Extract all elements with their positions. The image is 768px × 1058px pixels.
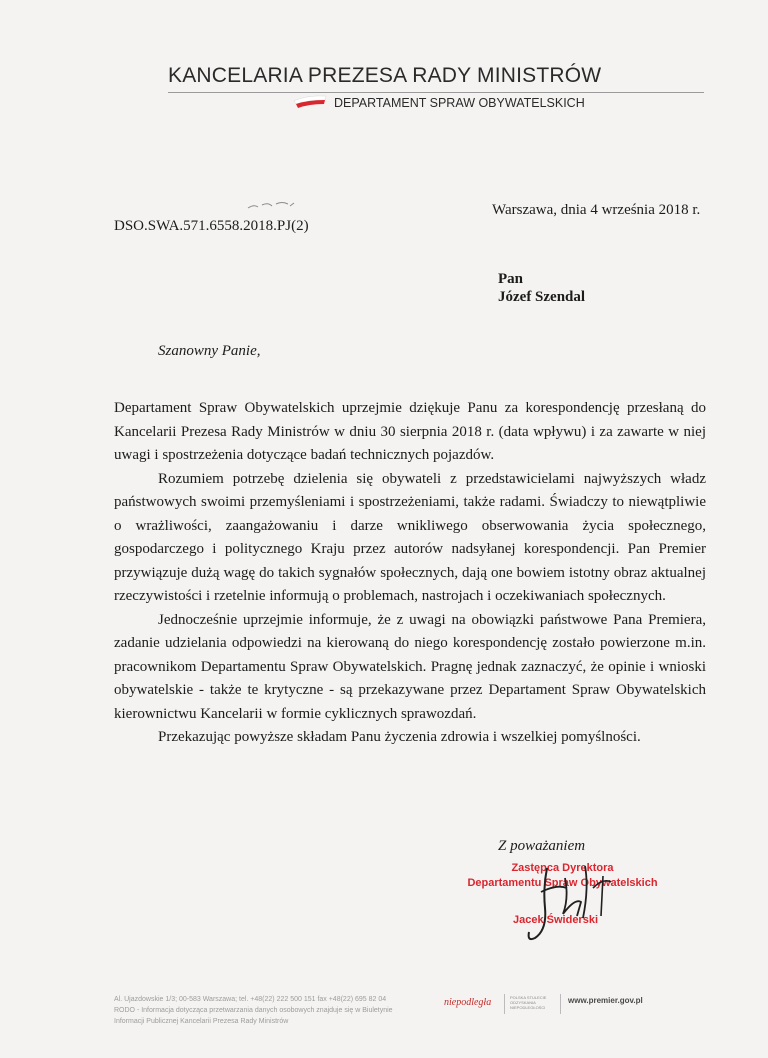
body-paragraph-4: Przekazując powyższe składam Panu życzenia zdrowia i wszelkiej pomyślności. [158,729,641,745]
recipient-line-2: Józef Szendal [498,289,586,305]
footer-partner-text: POLSKA STULECIE ODZYSKANIA NIEPODLEGŁOŚCI [510,995,547,1010]
footer-rodo-line-2: Informacji Publicznej Kancelarii Prezesa Rady Ministrów [114,1018,289,1025]
letterhead-rule [168,92,704,93]
letter-body [114,397,706,750]
body-paragraph-2: Rozumiem potrzebę dzielenia się obywateli z przedstawicielami najwyższych władz państwowych swoimi przemyśleniami i spostrzeżeniami, także radami. Świadczy to niewątpliwie o wrażliwości, zaangażowaniu i darze wnikliwego obserwowania życia społecznego, gospodarczego i politycznego Kraju przez autorów nadsyłanej korespondencji. Pan Premier przywiązuje dużą wagę do takich sygnałów społecznych, dają one bowiem istotny obraz aktualnej rzeczywistości i rzetelnie informują o problemach, nastrojach i oczekiwaniach społecznych. [114,470,706,604]
place-and-date: Warszawa, dnia 4 września 2018 r. [492,202,701,218]
signature-block [455,858,670,948]
footer-website-link[interactable]: www.premier.gov.pl [568,996,643,1005]
closing: Z poważaniem [498,838,586,854]
handwritten-signature-icon [485,858,635,948]
letterhead-title: KANCELARIA PREZESA RADY MINISTRÓW [168,64,602,87]
footer-divider [504,994,505,1014]
recipient-address [498,270,585,306]
letterhead-department: DEPARTAMENT SPRAW OBYWATELSKICH [334,96,585,110]
handwritten-mark-icon [246,198,296,212]
stamp-name: Jacek Świderski [513,914,599,926]
recipient-line-1: Pan [498,271,524,287]
reference-number: DSO.SWA.571.6558.2018.PJ(2) [114,218,309,234]
body-paragraph-1: Departament Spraw Obywatelskich uprzejmie dziękuje Panu za korespondencję przesłaną do Kancelarii Prezesa Rady Ministrów w dniu 30 sierpnia 2018 r. (data wpływu) i za zawarte w niej uwagi i spostrzeżenia dotyczące badań technicznych pojazdów. [114,400,706,463]
svg-text:niepodległa: niepodległa [444,997,492,1008]
footer-address: Al. Ujazdowskie 1/3; 00-583 Warszawa; tel. +48(22) 222 500 151 fax +48(22) 695 82 04 [114,996,387,1003]
stamp-position: Zastępca Dyrektora [511,862,614,874]
body-paragraph-3: Jednocześnie uprzejmie informuje, że z uwagi na obowiązki państwowe Pana Premiera, zadanie udzielania odpowiedzi na kierowaną do niego korespondencję zostało powierzone m.in. pracownikom Departamentu Spraw Obywatelskich. Pragnę jednak zaznaczyć, że opinie i wnioski obywatelskie - także te krytyczne - są przekazywane przez Departament Spraw Obywatelskich kierownictwu Kancelarii w formie cyklicznych sprawozdań. [114,611,706,722]
footer-rodo-line-1: RODO - Informacja dotycząca przetwarzania danych osobowych znajduje się w Biuletynie [114,1007,393,1014]
stamp-department: Departamentu Spraw Obywatelskich [467,877,658,889]
polish-flag-icon [292,92,328,112]
salutation: Szanowny Panie, [158,343,261,359]
footer-divider-2 [560,994,561,1014]
niepodlegla-logo-icon [442,993,502,1009]
